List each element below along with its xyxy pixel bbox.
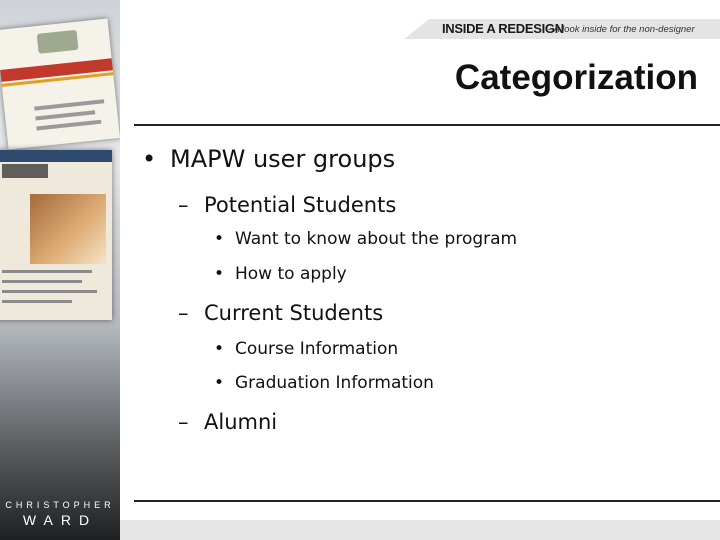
bullet-text-level-3: How to apply [235, 264, 347, 284]
slide-title: Categorization [454, 58, 698, 97]
logo-line-1: CHRISTOPHER [5, 500, 115, 510]
footer-band [120, 520, 720, 540]
bullet-marker: – [178, 301, 189, 325]
bullet-marker: • [214, 229, 225, 249]
bullet-text-level-2: Potential Students [204, 193, 397, 217]
header-tagline-sub: - A look inside for the non-designer [548, 24, 695, 35]
bullet-marker: • [214, 264, 225, 284]
bullet-text-level-2: Current Students [204, 301, 384, 325]
logo-line-2: WARD [22, 512, 98, 528]
bullet-marker: • [214, 373, 225, 393]
bullet-text-level-1: MAPW user groups [170, 145, 396, 173]
bullet-marker: – [178, 410, 189, 434]
bullet-text-level-3: Want to know about the program [235, 229, 518, 249]
bullet-text-level-3: Course Information [235, 339, 399, 359]
bullet-text-level-3: Graduation Information [235, 373, 434, 393]
bullet-marker: • [142, 145, 157, 173]
bullet-text-level-2: Alumni [204, 410, 278, 434]
bullet-marker: • [214, 339, 225, 359]
bullet-marker: – [178, 193, 189, 217]
header-tagline-main: INSIDE A REDESIGN [442, 21, 564, 36]
